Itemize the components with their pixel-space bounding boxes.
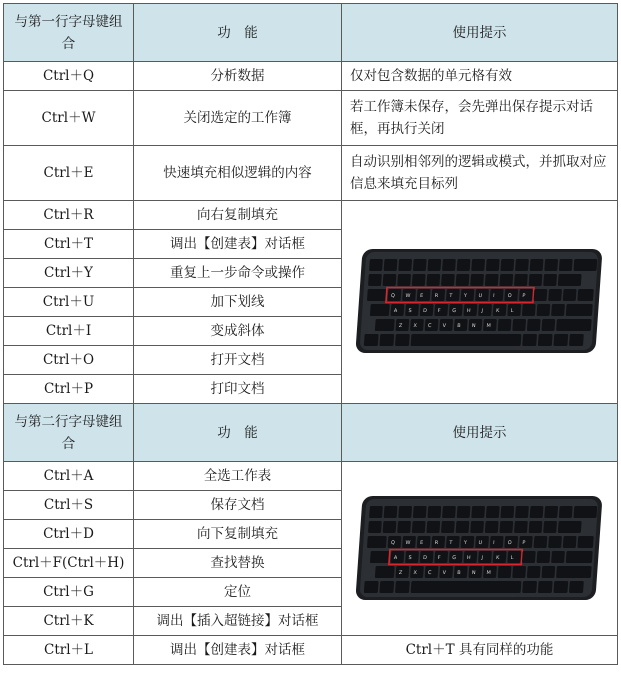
key (512, 566, 526, 578)
key (526, 319, 540, 331)
key (395, 319, 409, 331)
key (383, 506, 397, 518)
key-label: X (412, 569, 417, 576)
shortcut-key: Ctrl＋F(Ctrl＋H) (4, 549, 134, 578)
key (489, 289, 503, 301)
key (374, 566, 394, 578)
key (442, 259, 456, 271)
key-label: V (441, 569, 446, 576)
key (521, 304, 535, 316)
shortcut-function: 向下复制填充 (134, 520, 342, 549)
key-label: M (485, 323, 491, 329)
key (484, 274, 498, 286)
key (412, 259, 426, 271)
key (439, 319, 453, 331)
key-label: K (495, 554, 500, 561)
table-row (4, 201, 618, 230)
key (521, 551, 535, 563)
key-label: D (422, 308, 427, 314)
key (427, 259, 441, 271)
key (367, 274, 381, 286)
key-label: D (422, 554, 427, 561)
shortcut-tip: 若工作簿未保存，会先弹出保存提示对话框，再执行关闭 (342, 91, 618, 146)
key-label: K (495, 308, 500, 314)
key-label: E (419, 539, 423, 546)
key (558, 506, 572, 518)
key (556, 319, 592, 331)
key-label: W (404, 293, 411, 299)
key (548, 289, 562, 301)
key-label: V (441, 323, 446, 329)
key (434, 551, 448, 563)
key (556, 566, 592, 578)
key (497, 566, 511, 578)
key-label: S (407, 554, 412, 561)
key (363, 581, 378, 593)
shortcut-function: 全选工作表 (134, 462, 342, 491)
shortcut-function: 加下划线 (134, 288, 342, 317)
table-row (4, 146, 618, 201)
key-label: Z (398, 323, 402, 329)
shortcut-function: 向右复制填充 (134, 201, 342, 230)
shortcut-key: Ctrl＋E (4, 146, 134, 201)
shortcut-key: Ctrl＋R (4, 201, 134, 230)
key (445, 536, 459, 548)
key (366, 289, 386, 301)
key (507, 551, 521, 563)
shortcut-key: Ctrl＋L (4, 636, 134, 665)
shortcut-function: 调出【创建表】对话框 (134, 230, 342, 259)
key-label: G (451, 308, 456, 314)
key (470, 521, 484, 533)
shortcut-key: Ctrl＋O (4, 346, 134, 375)
key-label: N (471, 323, 476, 329)
key (562, 536, 576, 548)
key (374, 319, 394, 331)
shortcut-function: 调出【创建表】对话框 (134, 636, 342, 665)
key (416, 289, 430, 301)
key-label: O (506, 293, 512, 299)
key (395, 566, 409, 578)
key-label: O (506, 539, 512, 546)
key-label: T (448, 293, 453, 299)
key (507, 304, 521, 316)
key (500, 259, 514, 271)
key (484, 521, 498, 533)
key-label: R (433, 539, 438, 546)
shortcut-key: Ctrl＋A (4, 462, 134, 491)
shortcut-key: Ctrl＋P (4, 375, 134, 404)
key (369, 304, 389, 316)
shortcut-function: 保存文档 (134, 491, 342, 520)
key (471, 259, 485, 271)
shortcut-function: 定位 (134, 578, 342, 607)
key-label: B (456, 569, 461, 576)
key (513, 274, 527, 286)
key (369, 551, 389, 563)
key-label: P (521, 293, 526, 299)
key-label: C (427, 323, 432, 329)
key-label: X (412, 323, 417, 329)
key-label: G (451, 554, 456, 561)
key (382, 274, 396, 286)
shortcut-key: Ctrl＋W (4, 91, 134, 146)
key (543, 274, 557, 286)
key (427, 506, 441, 518)
key (499, 274, 513, 286)
key (431, 289, 445, 301)
key (500, 506, 514, 518)
key (529, 259, 543, 271)
key (455, 274, 469, 286)
key (518, 289, 532, 301)
keyboard-image (351, 243, 609, 361)
key (411, 521, 425, 533)
key-label: J (480, 308, 483, 314)
shortcut-key: Ctrl＋U (4, 288, 134, 317)
key-label: W (404, 539, 411, 546)
key-label: P (521, 539, 526, 546)
key-label: Q (390, 539, 395, 546)
key (565, 304, 592, 316)
shortcut-table (3, 3, 618, 665)
shortcut-key: Ctrl＋G (4, 578, 134, 607)
shortcut-tip: Ctrl＋T 具有同样的功能 (342, 636, 618, 665)
section2-header (4, 404, 618, 462)
key (558, 259, 572, 271)
shortcut-key: Ctrl＋I (4, 317, 134, 346)
key (536, 551, 550, 563)
key (369, 259, 383, 271)
shortcut-key: Ctrl＋K (4, 607, 134, 636)
keyboard-image-cell (342, 462, 618, 636)
key (470, 274, 484, 286)
key (536, 304, 550, 316)
shortcut-function: 变成斜体 (134, 317, 342, 346)
key (548, 536, 562, 548)
key-label: A (393, 554, 397, 561)
key (456, 506, 470, 518)
key (445, 289, 459, 301)
key (460, 536, 474, 548)
shortcut-function: 调出【插入超链接】对话框 (134, 607, 342, 636)
key (522, 581, 537, 593)
key (440, 521, 454, 533)
key (492, 304, 506, 316)
key (390, 304, 404, 316)
key (398, 506, 412, 518)
header-tip: 使用提示 (342, 4, 618, 62)
key (379, 581, 394, 593)
key (499, 521, 513, 533)
shortcut-key: Ctrl＋Q (4, 62, 134, 91)
key-label: H (466, 308, 471, 314)
key-label: U (477, 539, 482, 546)
key (397, 274, 411, 286)
key (478, 304, 492, 316)
key-label: C (427, 569, 432, 576)
key (551, 304, 565, 316)
key (529, 506, 543, 518)
key (366, 536, 386, 548)
key (551, 551, 565, 563)
key-label: T (448, 539, 453, 546)
key-label: B (456, 323, 461, 329)
key (394, 581, 409, 593)
key (568, 334, 583, 346)
key (442, 506, 456, 518)
key (383, 259, 397, 271)
key (456, 259, 470, 271)
key-label: F (436, 308, 441, 314)
table-row (4, 91, 618, 146)
shortcut-key: Ctrl＋T (4, 230, 134, 259)
table-row (4, 636, 618, 665)
key-label: J (480, 554, 483, 561)
keyboard-image-cell (342, 201, 618, 404)
key (455, 521, 469, 533)
key (557, 521, 581, 533)
key (434, 304, 448, 316)
key (553, 334, 568, 346)
key-label: I (492, 539, 495, 546)
key (411, 274, 425, 286)
key (367, 521, 381, 533)
key (557, 274, 581, 286)
key (410, 319, 424, 331)
key (460, 289, 474, 301)
key (533, 289, 547, 301)
key (453, 566, 467, 578)
key (541, 566, 555, 578)
key-label: I (492, 293, 495, 299)
key (573, 259, 597, 271)
key (537, 334, 552, 346)
key (426, 521, 440, 533)
key (478, 551, 492, 563)
header-function: 功 能 (134, 4, 342, 62)
key (573, 506, 597, 518)
shortcut-function: 关闭选定的工作簿 (134, 91, 342, 146)
key (416, 536, 430, 548)
key (410, 581, 521, 593)
key-label: Z (398, 569, 402, 576)
key (471, 506, 485, 518)
shortcut-tip: 仅对包含数据的单元格有效 (342, 62, 618, 91)
key-label: L (509, 308, 514, 314)
key-label: Y (463, 539, 467, 546)
key (568, 581, 583, 593)
key-label: Q (390, 293, 395, 299)
key-label: H (466, 554, 471, 561)
key (528, 521, 542, 533)
key-label: R (433, 293, 438, 299)
shortcut-function: 查找替换 (134, 549, 342, 578)
header-function: 功 能 (134, 404, 342, 462)
key (485, 259, 499, 271)
key (512, 319, 526, 331)
table-row (4, 62, 618, 91)
key-label: M (485, 569, 491, 576)
key-label: A (393, 308, 397, 314)
key-label: N (471, 569, 476, 576)
key (412, 506, 426, 518)
header-combo: 与第二行字母键组合 (4, 404, 134, 462)
shortcut-key: Ctrl＋Y (4, 259, 134, 288)
key (405, 551, 419, 563)
key (497, 319, 511, 331)
key (379, 334, 394, 346)
key-label: S (407, 308, 412, 314)
key (522, 334, 537, 346)
key (565, 551, 592, 563)
key (397, 521, 411, 533)
key (515, 259, 529, 271)
key (424, 566, 438, 578)
key (492, 551, 506, 563)
key (513, 521, 527, 533)
shortcut-function: 打开文档 (134, 346, 342, 375)
key (398, 259, 412, 271)
key (533, 536, 547, 548)
key (424, 319, 438, 331)
key (394, 334, 409, 346)
keyboard-image (351, 490, 609, 608)
key (431, 536, 445, 548)
key (515, 506, 529, 518)
key (440, 274, 454, 286)
key-label: F (436, 554, 441, 561)
key (526, 566, 540, 578)
key-label: Y (463, 293, 467, 299)
section1-header (4, 4, 618, 62)
key (577, 536, 593, 548)
key (405, 304, 419, 316)
shortcut-function: 打印文档 (134, 375, 342, 404)
key (537, 581, 552, 593)
header-tip: 使用提示 (342, 404, 618, 462)
key (439, 566, 453, 578)
key (489, 536, 503, 548)
shortcut-key: Ctrl＋S (4, 491, 134, 520)
shortcut-tip: 自动识别相邻列的逻辑或模式，并抓取对应信息来填充目标列 (342, 146, 618, 201)
key (543, 521, 557, 533)
key (541, 319, 555, 331)
key (382, 521, 396, 533)
key (553, 581, 568, 593)
key (369, 506, 383, 518)
key (544, 506, 558, 518)
shortcut-function: 分析数据 (134, 62, 342, 91)
key (518, 536, 532, 548)
key (544, 259, 558, 271)
key-label: U (477, 293, 482, 299)
shortcut-function: 重复上一步命令或操作 (134, 259, 342, 288)
key-label: E (419, 293, 423, 299)
key (390, 551, 404, 563)
key (577, 289, 593, 301)
shortcut-function: 快速填充相似逻辑的内容 (134, 146, 342, 201)
shortcut-key: Ctrl＋D (4, 520, 134, 549)
key (410, 566, 424, 578)
key (426, 274, 440, 286)
key (562, 289, 576, 301)
key (453, 319, 467, 331)
key-label: L (509, 554, 514, 561)
header-combo: 与第一行字母键组合 (4, 4, 134, 62)
key (363, 334, 378, 346)
table-row (4, 462, 618, 491)
key (485, 506, 499, 518)
key (410, 334, 521, 346)
key (528, 274, 542, 286)
